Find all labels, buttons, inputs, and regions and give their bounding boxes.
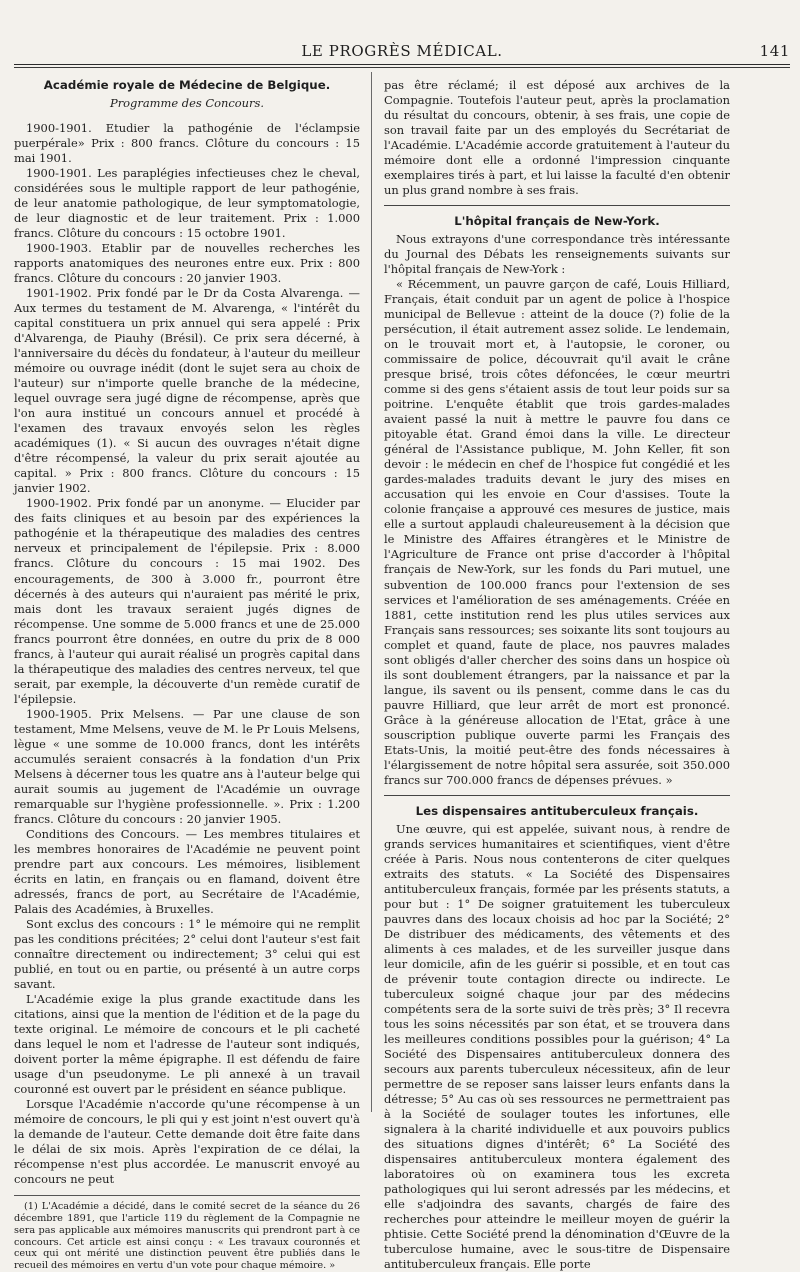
column-divider: [371, 72, 372, 1112]
paragraph: 1901-1902. Prix fondé par le Dr da Costa Alvarenga. — Aux termes du testament de M. Alvarenga, « l'intérêt du capital constituera un prix annuel qui sera appelé : Prix d'Alvarenga, de Piauhy (Brésil). Ce prix sera décerné, à l'anniversaire du décès du fondateur, à l'auteur du meilleur mémoire ou ouvrage inédit (dont le sujet sera au choix de l'auteur) sur n'importe quelle branche de la médecine, lequel ouvrage sera jugé digne de récompense, après que l'on aura institué un concours annuel et procédé à l'examen des travaux envoyés selon les règles académiques (1). « Si aucun des ouvrages n'était digne d'être récompensé, la valeur du prix serait ajoutée au capital. » Prix : 800 francs. Clôture du concours : 15 janvier 1902.: [14, 286, 360, 496]
paragraph: « Récemment, un pauvre garçon de café, Louis Hilliard, Français, était conduit par un agent de police à l'hospice municipal de Bellevue : atteint de la douce (?) folie de la persécution, il était autrement assez solide. Le lendemain, on le trouvait mort et, à l'autopsie, le coroner, ou commissaire de police, découvrait qu'il avait le crâne presque brisé, trois côtes défoncées, le cœur meurtri comme si des gens s'étaient assis de tout leur poids sur sa poitrine. L'enquête établit que trois gardes-malades avaient passé la nuit à mettre le pauvre fou dans ce pitoyable état. Grand émoi dans la ville. Le directeur général de l'Assistance publique, M. John Keller, fit son devoir : le médecin en chef de l'hospice fut congédié et les gardes-malades traduits devant le jury des mises en accusation qui les envoie en Cour d'assises. Toute la colonie française a approuvé ces mesures de justice, mais elle a surtout applaudi chaleureusement à la décision que le Ministre des Affaires étrangères et le Ministre de l'Agriculture de France ont prise d'accorder à l'hôpital français de New-York, sur les fonds du Pari mutuel, une subvention de 100.000 francs pour l'extension de ses services et l'amélioration de ses aménagements. Créée en 1881, cette institution rend les plus utiles services aux Français sans ressources; ses soixante lits sont toujours au complet et quand, faute de place, nos pauvres malades sont obligés d'aller chercher des soins dans un hospice où ils sont doublement étrangers, par la naissance et par la langue, ils savent ou ils pensent, comme dans le cas du pauvre Hilliard, que leur arrêt de mort est prononcé. Grâce à la généreuse allocation de l'Etat, grâce à une souscription publique ouverte parmi les Français des Etats-Unis, la moitié peut-être des fonds nécessaires à l'élargissement de notre hôpital sera assurée, soit 350.000 francs sur 700.000 francs de dépenses prévues. »: [384, 277, 730, 787]
paragraph: Sont exclus des concours : 1° le mémoire qui ne remplit pas les conditions précitées; 2° celui dont l'auteur s'est fait connaître directement ou indirectement; 3° celui qui est publié, en tout ou en partie, ou présenté à un autre corps savant.: [14, 916, 360, 991]
paragraph: Lorsque l'Académie n'accorde qu'une récompense à un mémoire de concours, le pli qui y est joint n'est ouvert qu'à la demande de l'auteur. Cette demande doit être faite dans le délai de six mois. Après l'expiration de ce délai, la récompense n'est plus accordée. Le manuscrit envoyé au concours ne peut: [14, 1097, 360, 1187]
paragraph: 1900-1903. Etablir par de nouvelles recherches les rapports anatomiques des neurones entre eux. Prix : 800 francs. Clôture du concours : 20 janvier 1903.: [14, 241, 360, 286]
right-column: [384, 78, 730, 1272]
paragraph: Nous extrayons d'une correspondance très intéressante du Journal des Débats les renseignements suivants sur l'hôpital français de New-York :: [384, 232, 730, 277]
footnote: [14, 1195, 360, 1272]
article-title-academie: Académie royale de Médecine de Belgique.: [43, 78, 331, 92]
page-header: [14, 40, 790, 65]
article-title-hopital: L'hôpital français de New-York.: [454, 214, 660, 229]
paragraph: Une œuvre, qui est appelée, suivant nous, à rendre de grands services humanitaires et scientifiques, vient d'être créée à Paris. Nous nous contenterons de citer quelques extraits des statuts. « La Société des Dispensaires antituberculeux français, formée par les présents statuts, a pour but : 1° De soigner gratuitement les tuberculeux pauvres dans des locaux choisis ad hoc par la Société; 2° De distribuer des médicaments, des vêtements et des aliments à ces malades, et de les surveiller jusque dans leur domicile, afin de les guérir si possible, et en tout cas de prévenir toute contagion directe ou indirecte. Le tuberculeux soigné chaque jour par des médecins compétents sera de la sorte suivi de très près; 3° Il recevra tous les soins nécessités par son état, et se trouvera dans les meilleures conditions possibles pour la guérison; 4° La Société des Dispensaires antituberculeux donnera des secours aux parents tuberculeux nécessiteux, afin de leur permettre de se reposer sans laisser leurs enfants dans la détresse; 5° Au cas où ses ressources ne permettraient pas à la Société de soulager toutes les infortunes, elle signalera à la charité individuelle et aux pouvoirs publics des situations dignes d'intérêt; 6° La Société des dispensaires antituberculeux montera également des laboratoires où on examinera tous les excreta pathologiques qui lui seront adressés par les médecins, et elle s'adjoindra des savants, chargés de faire des recherches pour atteindre le meilleur moyen de guérir la phtisie. Cette Société prend la dénomination d'Œuvre de la tuberculose humaine, avec le sous-titre de Dispensaire antituberculeux français. Elle porte: [384, 821, 730, 1272]
paragraph: Conditions des Concours. — Les membres titulaires et les membres honoraires de l'Académie ne peuvent point prendre part aux concours. Les mémoires, lisiblement écrits en latin, en français ou en flamand, doivent être adressés, francs de port, au Secrétaire de l'Académie, Palais des Académies, à Bruxelles.: [14, 826, 360, 916]
paragraph: 1900-1905. Prix Melsens. — Par une clause de son testament, Mme Melsens, veuve de M. le Pr Louis Melsens, lègue « une somme de 10.000 francs, dont les intérêts accumulés seraient consacrés à la fondation d'un Prix Melsens à décerner tous les quatre ans à l'auteur belge qui aurait soumis au jugement de l'Académie un ouvrage remarquable sur l'hygiène professionnelle. ». Prix : 1.200 francs. Clôture du concours : 20 janvier 1905.: [14, 706, 360, 826]
section-rule: [384, 795, 730, 796]
paragraph: pas être réclamé; il est déposé aux archives de la Compagnie. Toutefois l'auteur peut, après la proclamation du résultat du concours, obtenir, à ses frais, une copie de son travail faite par un des employés du Secrétariat de l'Académie. L'Académie accorde gratuitement à l'auteur du mémoire dont elle a ordonné l'impression cinquante exemplaires tirés à part, et lui laisse la faculté d'en obtenir un plus grand nombre à ses frais.: [384, 78, 730, 198]
header-rule: [14, 67, 790, 68]
paragraph: 1900-1901. Etudier la pathogénie de l'éclampsie puerpérale» Prix : 800 francs. Clôture du concours : 15 mai 1901.: [14, 121, 360, 166]
left-column: [14, 78, 360, 1272]
paragraph: L'Académie exige la plus grande exactitude dans les citations, ainsi que la mention de l'édition et de la page du texte original. Le mémoire de concours et le pli cacheté dans lequel le nom et l'adresse de l'auteur sont indiqués, doivent porter la même épigraphe. Il est défendu de faire usage d'un pseudonyme. Le pli annexé à un travail couronné est ouvert par le président en séance publique.: [14, 991, 360, 1097]
page-number: 141: [759, 42, 790, 60]
article-subtitle: Programme des Concours.: [110, 96, 264, 111]
section-rule: [384, 205, 730, 206]
article-title-dispensaires: Les dispensaires antituberculeux français.: [415, 803, 699, 818]
paragraph: 1900-1902. Prix fondé par un anonyme. — Elucider par des faits cliniques et au besoin par des expériences la pathogénie et la thérapeutique des maladies des centres nerveux et principalement de l'épilepsie. Prix : 8.000 francs. Clôture du concours : 15 mai 1902. Des encouragements, de 300 à 3.000 fr., pourront être décernés à des auteurs qui n'auraient pas mérité le prix, mais dont les travaux seraient jugés dignes de récompense. Une somme de 5.000 francs et une de 25.000 francs pourront être données, en outre du prix de 8 000 francs, à l'auteur qui aurait réalisé un progrès capital dans la thérapeutique des maladies des centres nerveux, tel que serait, par exemple, la découverte d'un remède curatif de l'épilepsie.: [14, 496, 360, 706]
paragraph: 1900-1901. Les paraplégies infectieuses chez le cheval, considérées sous le multiple rapport de leur pathogénie, de leur anatomie pathologique, de leur symptomatologie, de leur diagnostic et de leur traitement. Prix : 1.000 francs. Clôture du concours : 15 octobre 1901.: [14, 166, 360, 241]
footnote-text: (1) L'Académie a décidé, dans le comité secret de la séance du 26 décembre 1891, que l'article 119 du règlement de la Compagnie ne sera pas applicable aux mémoires manuscrits qui prendront part à ce concours. Cet article est ainsi conçu : « Les travaux couronnés et ceux qui ont mérité une distinction peuvent être publiés dans le recueil des mémoires en vertu d'un vote pour chaque mémoire. »: [14, 1201, 360, 1272]
running-head: LE PROGRÈS MÉDICAL.: [301, 42, 503, 60]
